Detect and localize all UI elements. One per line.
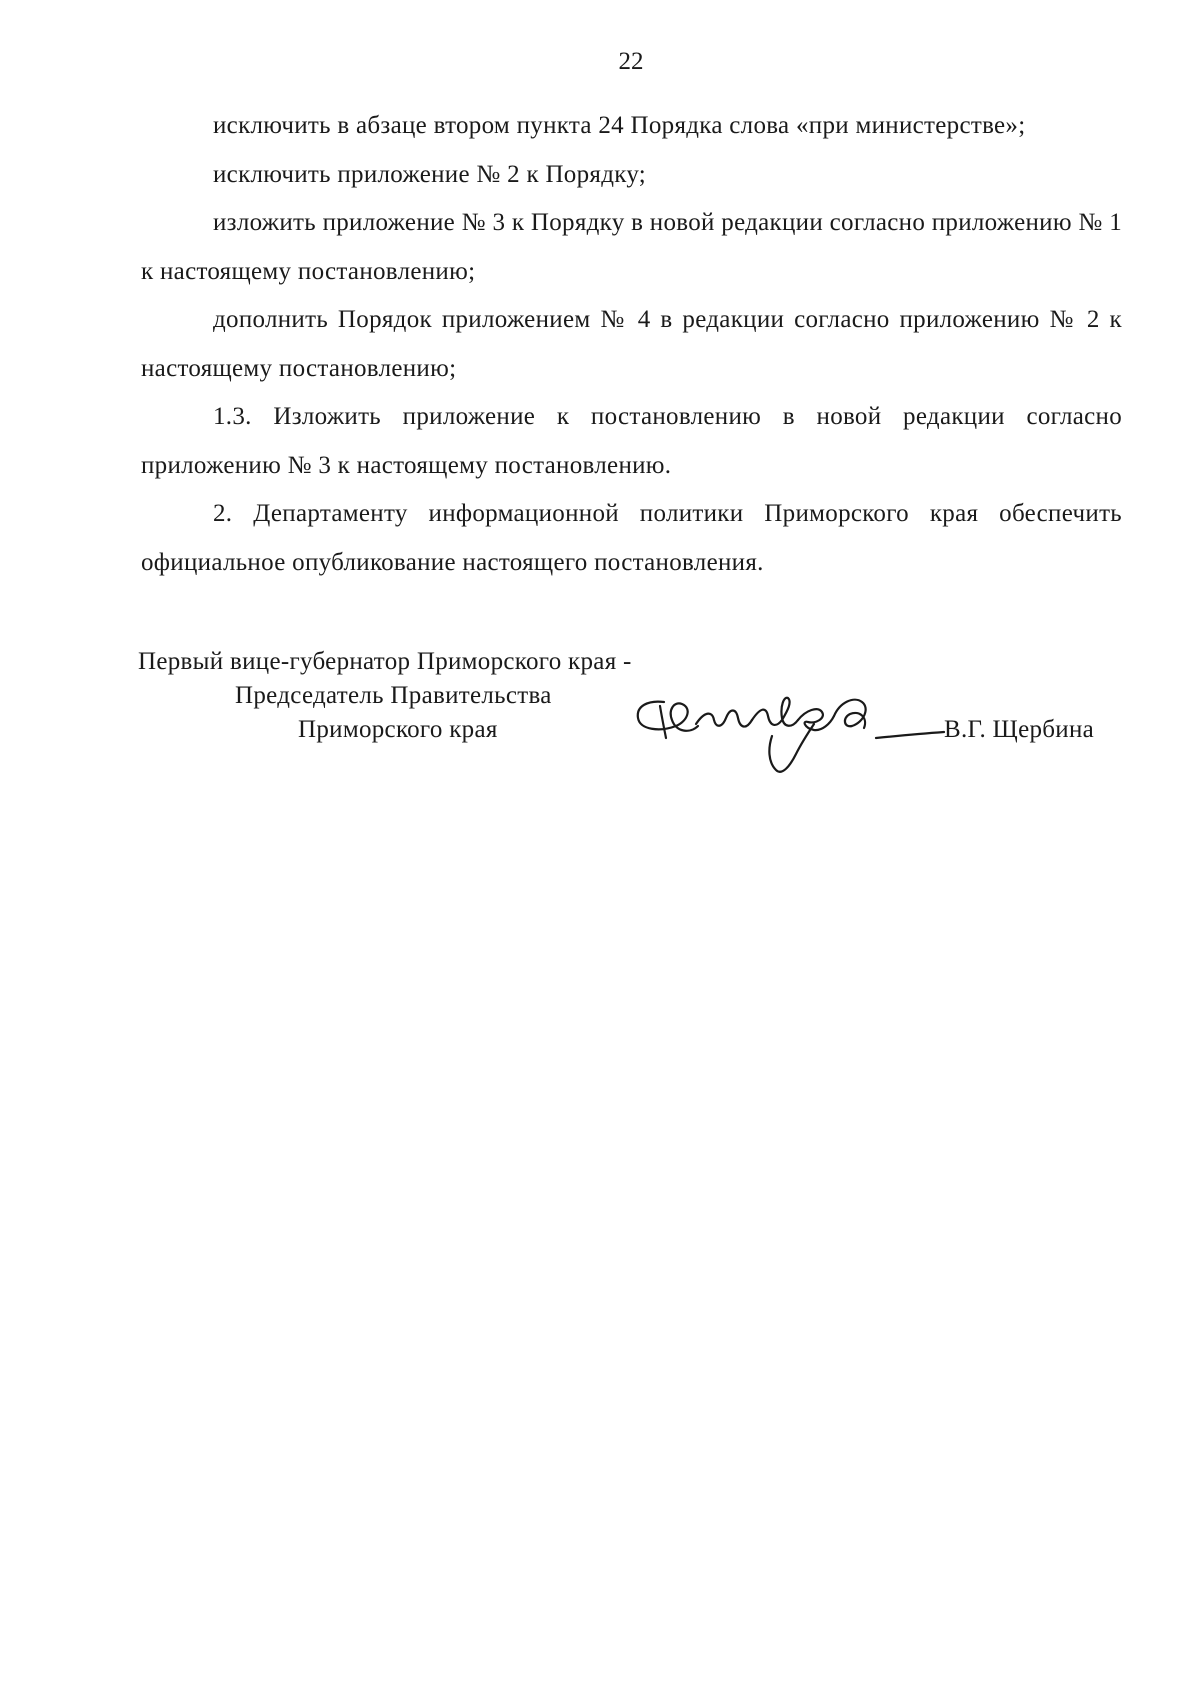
document-body bbox=[141, 102, 1122, 587]
signature-block bbox=[138, 648, 1118, 798]
signatory-position-line: Первый вице-губернатор Приморского края - bbox=[138, 648, 632, 675]
signatory-position-line: Приморского края bbox=[298, 716, 498, 743]
page-number: 22 bbox=[618, 48, 644, 75]
paragraph: исключить в абзаце втором пункта 24 Порядка слова «при министерстве»; bbox=[213, 112, 1026, 139]
paragraph: дополнить Порядок приложением № 4 в редакции согласно приложению № 2 к настоящему постановлению; bbox=[141, 306, 1122, 382]
paragraph: 2. Департаменту информационной политики Приморского края обеспечить официальное опубликование настоящего постановления. bbox=[141, 500, 1122, 576]
paragraph: исключить приложение № 2 к Порядку; bbox=[213, 160, 647, 188]
paragraph: изложить приложение № 3 к Порядку в новой редакции согласно приложению № 1 к настоящему постановлению; bbox=[141, 209, 1122, 285]
handwritten-signature bbox=[626, 666, 956, 806]
signatory-name: В.Г. Щербина bbox=[944, 716, 1095, 743]
signatory-position-line: Председатель Правительства bbox=[235, 682, 552, 709]
paragraph: 1.3. Изложить приложение к постановлению в новой редакции согласно приложению № 3 к настоящему постановлению. bbox=[141, 403, 1122, 479]
